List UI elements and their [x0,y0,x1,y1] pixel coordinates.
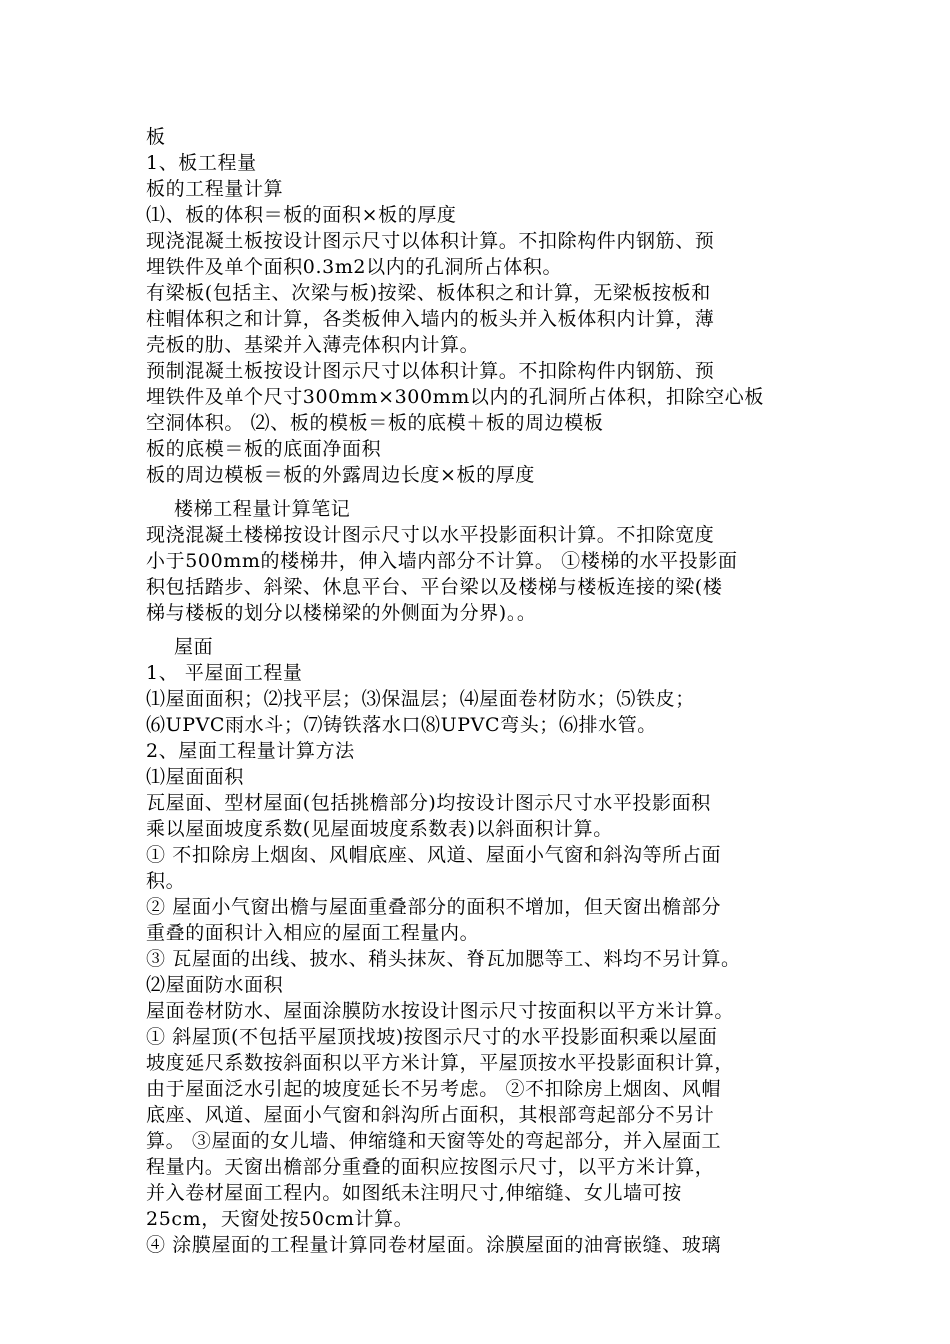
text-line: 埋铁件及单个尺寸300mm×300mm以内的孔洞所占体积，扣除空心板 [146,386,764,408]
text-line: 算。 ③屋面的女儿墙、伸缩缝和天窗等处的弯起部分，并入屋面工 [146,1130,722,1152]
text-line: 现浇混凝土板按设计图示尺寸以体积计算。不扣除构件内钢筋、预 [146,230,715,252]
text-line: 小于500mm的楼梯井，伸入墙内部分不计算。 ①楼梯的水平投影面 [146,550,738,572]
text-line: 重叠的面积计入相应的屋面工程量内。 [146,922,480,944]
text-line: ⑴、板的体积＝板的面积×板的厚度 [146,204,457,226]
text-line: 现浇混凝土楼梯按设计图示尺寸以水平投影面积计算。不扣除宽度 [146,524,715,546]
text-line: 底座、风道、屋面小气窗和斜沟所占面积，其根部弯起部分不另计 [146,1104,715,1126]
heading-slab-quantity: 1、板工程量 [146,152,257,174]
text-line: 积包括踏步、斜梁、休息平台、平台梁以及楼梯与楼板连接的梁(楼 [146,576,723,598]
text-line: 空洞体积。 ⑵、板的模板＝板的底模＋板的周边模板 [146,412,604,434]
text-line: 柱帽体积之和计算，各类板伸入墙内的板头并入板体积内计算，薄 [146,308,715,330]
text-line: ① 斜屋顶(不包括平屋顶找坡)按图示尺寸的水平投影面积乘以屋面 [146,1026,718,1048]
text-line: ④ 涂膜屋面的工程量计算同卷材屋面。涂膜屋面的油膏嵌缝、玻璃 [146,1234,722,1256]
text-line: 25cm，天窗处按50cm计算。 [146,1208,414,1230]
text-line: 积。 [146,870,186,892]
text-line: ② 屋面小气窗出檐与屋面重叠部分的面积不增加，但天窗出檐部分 [146,896,722,918]
text-line: 板的底模＝板的底面净面积 [146,438,382,460]
text-line: 屋面卷材防水、屋面涂膜防水按设计图示尺寸按面积以平方米计算。 [146,1000,735,1022]
heading-roof-area: ⑴屋面面积 [146,766,245,788]
text-line: ⑹UPVC雨水斗；⑺铸铁落水口⑻UPVC弯头；⑹排水管。 [146,714,657,736]
text-line: 坡度延尺系数按斜面积以平方米计算，平屋顶按水平投影面积计算， [146,1052,735,1074]
text-line: 有梁板(包括主、次梁与板)按梁、板体积之和计算，无梁板按板和 [146,282,711,304]
heading-roof-waterproof: ⑵屋面防水面积 [146,974,284,996]
text-line: 瓦屋面、型材屋面(包括挑檐部分)均按设计图示尺寸水平投影面积 [146,792,711,814]
heading-slab-calc: 板的工程量计算 [146,178,284,200]
heading-roof-method: 2、屋面工程量计算方法 [146,740,355,762]
section-title-roof: 屋面 [174,636,214,658]
text-line: 程量内。天窗出檐部分重叠的面积应按图示尺寸，以平方米计算， [146,1156,715,1178]
text-line: 乘以屋面坡度系数(见屋面坡度系数表)以斜面积计算。 [146,818,613,840]
document-body [146,124,806,1258]
text-line: 壳板的肋、基梁并入薄壳体积内计算。 [146,334,480,356]
text-line: ① 不扣除房上烟囱、风帽底座、风道、屋面小气窗和斜沟等所占面 [146,844,722,866]
section-title-slab: 板 [146,126,166,148]
text-line: 埋铁件及单个面积0.3m2以内的孔洞所占体积。 [146,256,563,278]
text-line: 并入卷材屋面工程内。如图纸未注明尺寸,伸缩缝、女儿墙可按 [146,1182,682,1204]
heading-flat-roof: 1、 平屋面工程量 [146,662,303,684]
text-line: ③ 瓦屋面的出线、披水、稍头抹灰、脊瓦加腮等工、料均不另计算。 [146,948,741,970]
text-line: ⑴屋面面积；⑵找平层；⑶保温层；⑷屋面卷材防水；⑸铁皮； [146,688,695,710]
text-line: 梯与楼板的划分以楼梯梁的外侧面为分界)。。 [146,602,537,624]
text-line: 由于屋面泛水引起的坡度延长不另考虑。 ②不扣除房上烟囱、风帽 [146,1078,722,1100]
text-line: 板的周边模板＝板的外露周边长度×板的厚度 [146,464,535,486]
text-line: 预制混凝土板按设计图示尺寸以体积计算。不扣除构件内钢筋、预 [146,360,715,382]
section-title-stairs: 楼梯工程量计算笔记 [174,498,351,520]
